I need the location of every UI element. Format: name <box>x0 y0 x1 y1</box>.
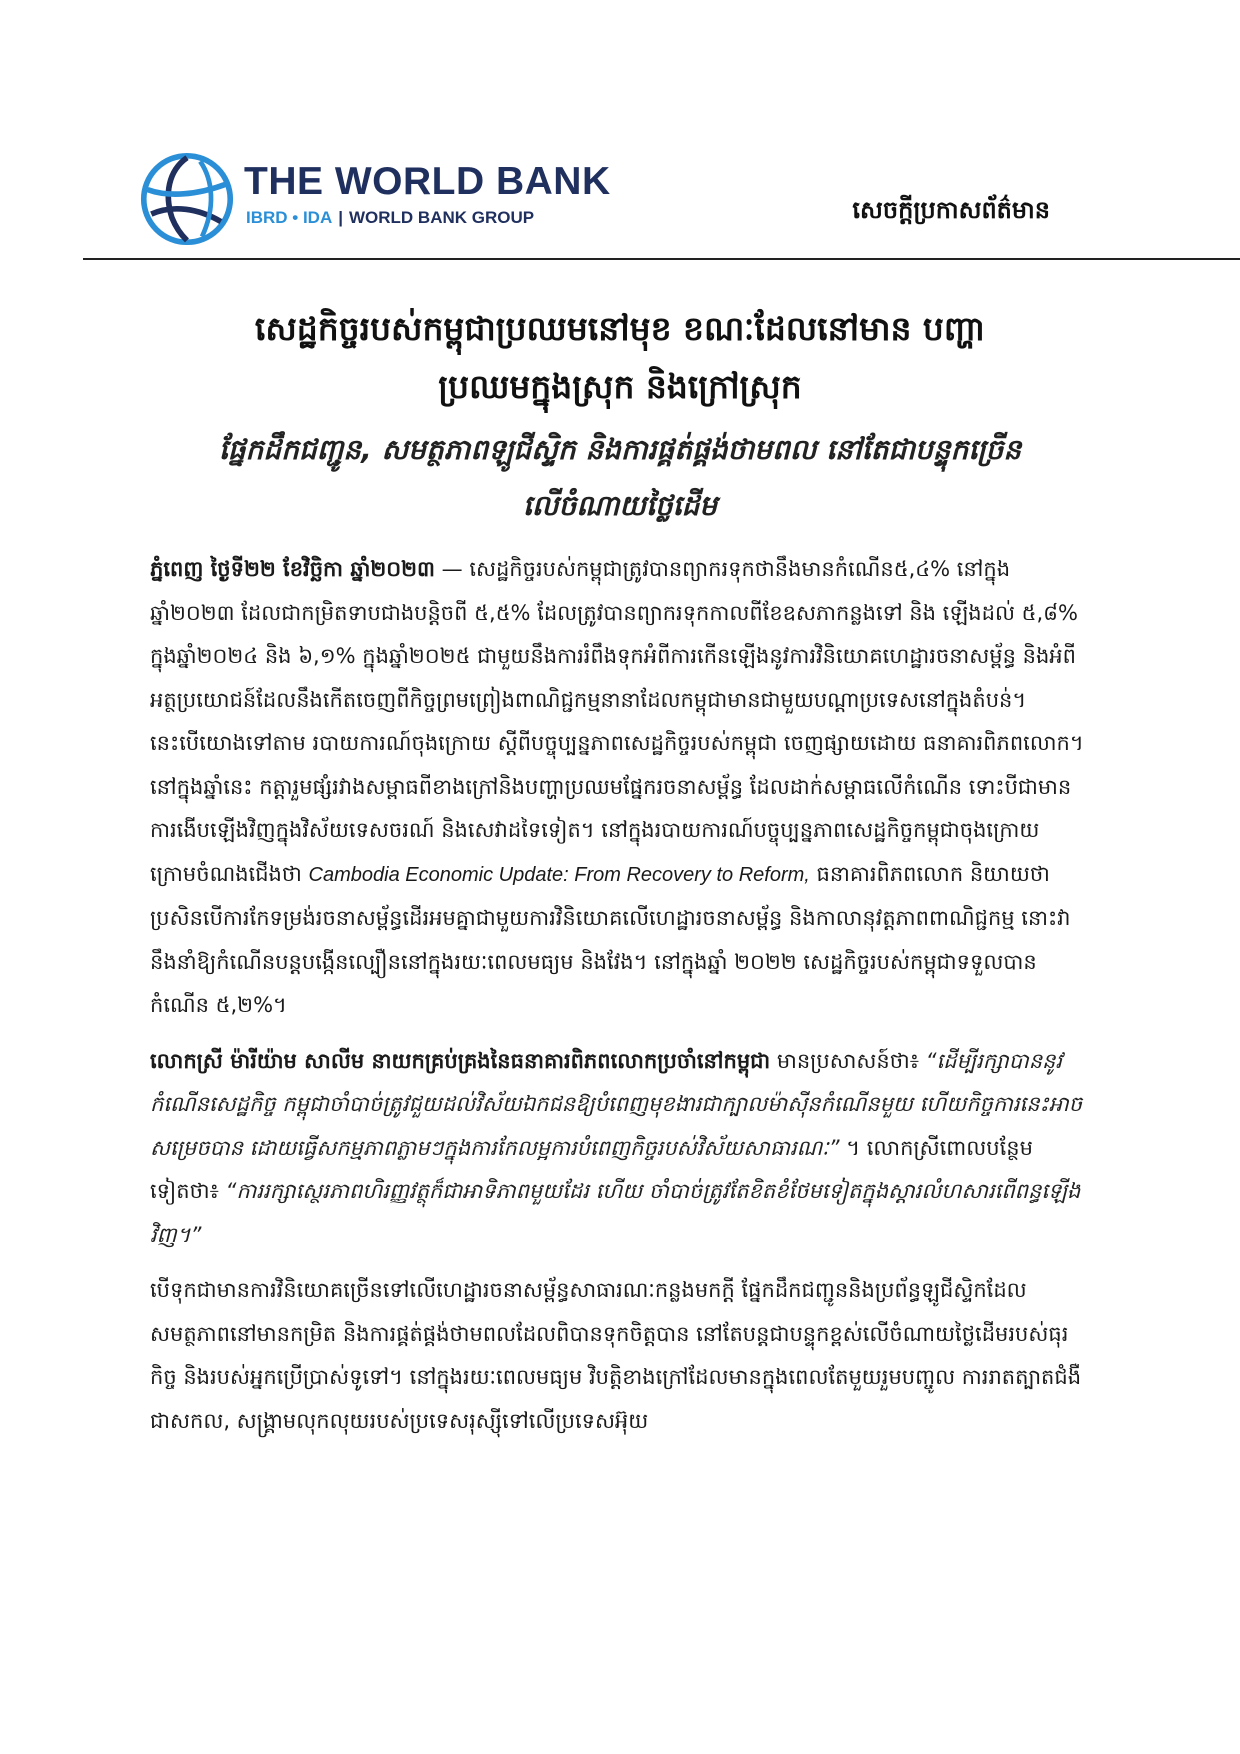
report-title: Cambodia Economic Update: From Recovery to Reform, <box>308 863 810 886</box>
headline-block <box>140 300 1100 534</box>
subheadline-line-1: ផ្នែកដឹកជញ្ជូន, សមត្ថភាពឡូជីស្ទិក និងការផ្គត់ផ្គង់ថាមពល នៅតែជាបន្ទុកច្រើន <box>218 433 1022 466</box>
quote-1: “ដើម្បីរក្សាបាននូវកំណើនសេដ្ឋកិច្ច កម្ពុជាចាំបាច់ត្រូវជួយដល់វិស័យឯកជនឱ្យបំពេញមុខងារជាក្បាលម៉ាស៊ីនកំណើនមួយ ហើយកិច្ចការនេះអាចសម្រេចបាន ដោយធ្វើសកម្មភាពភ្លាមៗក្នុងការកែលម្អការបំពេញកិច្ចរបស់វិស័យសាធារណៈ” <box>150 1048 1083 1160</box>
header-divider <box>83 258 1240 260</box>
logo-separator: | <box>338 208 343 227</box>
speaker-said: មានប្រសាសន៍ថា៖ <box>770 1048 926 1073</box>
world-bank-logo <box>140 152 620 252</box>
quote-2: “ការរក្សាស្ថេរភាពហិរញ្ញវត្ថុក៏ជាអាទិភាពមួយដែរ ហើយ ចាំបាច់ត្រូវតែខិតខំថែមទៀតក្នុងស្តារលំហសារពើពន្ធឡើងវិញ។” <box>150 1179 1081 1247</box>
logo-subtitle <box>246 208 534 228</box>
article-body <box>150 548 1090 1455</box>
paragraph-3: បើទុកជាមានការវិនិយោគច្រើនទៅលើហេដ្ឋារចនាសម្ព័ន្ធសាធារណៈកន្លងមកក្តី ផ្នែកដឹកជញ្ជូននិងប្រព័ន្ធឡូជីស្ទិកដែលសមត្ថភាពនៅមានកម្រិត និងការផ្គត់ផ្គង់ថាមពលដែលពិបានទុកចិត្តបាន នៅតែបន្តជាបន្ទុកខ្ពស់លើចំណាយថ្លៃដើមរបស់ធុរកិច្ច និងរបស់អ្នកប្រើប្រាស់ទូទៅ។ នៅក្នុងរយៈពេលមធ្យម វិបត្តិខាងក្រៅដែលមានក្នុងពេលតែមួយរួមបញ្ចូល ការរាតត្បាតជំងឺជាសកល, សង្គ្រាមលុកលុយរបស់ប្រទេសរុស្ស៊ីទៅលើប្រទេសអ៊ុយ <box>150 1278 1082 1433</box>
page-header <box>0 0 1240 262</box>
speaker-continued: ។ លោកស្រីពោលបន្ថែមទៀតថា៖ <box>150 1135 1033 1203</box>
headline <box>140 300 1100 416</box>
subheadline-line-2: លើចំណាយថ្លៃដើម <box>522 489 718 522</box>
headline-line-2: ប្រឈមក្នុងស្រុក និងក្រៅស្រុក <box>438 367 802 406</box>
headline-line-1: សេដ្ឋកិច្ចរបស់កម្ពុជាប្រឈមនៅមុខ ខណៈដែលនៅមាន បញ្ហា <box>254 309 986 348</box>
press-release-label: សេចក្តីប្រកាសព័ត៌មាន <box>852 196 1050 224</box>
paragraph-2 <box>150 1040 1090 1258</box>
paragraph-1-text-a: សេដ្ឋកិច្ចរបស់កម្ពុជាត្រូវបានព្យាករទុកថានឹងមានកំណើន៥,៤% នៅក្នុងឆ្នាំ២០២៣ ដែលជាកម្រិតទាបជាងបន្តិចពី ៥,៥% ដែលត្រូវបានព្យាករទុកកាលពីខែឧសភាកន្លងទៅ និង ឡើងដល់ ៥,៨% ក្នុងឆ្នាំ២០២៤ និង ៦,១% ក្នុងឆ្នាំ២០២៥ ជាមួយនឹងការរំពឹងទុកអំពីការកើនឡើងនូវការវិនិយោគហេដ្ឋារចនាសម្ព័ន្ធ និងអំពីអត្ថប្រយោជន៍ដែលនឹងកើតចេញពីកិច្ចព្រមព្រៀងពាណិជ្ជកម្មនានាដែលកម្ពុជាមានជាមួយបណ្ដាប្រទេសនៅក្នុងតំបន់។ នេះបើយោងទៅតាម របាយការណ៍ចុងក្រោយ ស្តីពីបច្ចុប្បន្នភាពសេដ្ឋកិច្ចរបស់កម្ពុជា ចេញផ្សាយដោយ ធនាគារពិភពលោក។ នៅក្នុងឆ្នាំនេះ កត្តារួមផ្សំរវាងសម្ពាធពីខាងក្រៅនិងបញ្ហាប្រឈមផ្នែករចនាសម្ព័ន្ធ ដែលដាក់សម្ពាធលើកំណើន ទោះបីជាមានការងើបឡើងវិញក្នុងវិស័យទេសចរណ៍ និងសេវាដទៃទៀត។ នៅក្នុងរបាយការណ៍បច្ចុប្បន្នភាពសេដ្ឋកិច្ចកម្ពុជាចុងក្រោយ ក្រោមចំណងជើងថា <box>150 557 1084 886</box>
dateline-dash: — <box>434 557 470 581</box>
dateline: ភ្នំពេញ ថ្ងៃទី២២ ខែវិច្ឆិកា ឆ្នាំ២០២៣ <box>150 557 435 581</box>
paragraph-1-text-b: ធនាគារពិភពលោក និយាយថា ប្រសិនបើការកែទម្រង់រចនាសម្ព័ន្ធដើរអមគ្នាជាមួយការវិនិយោគលើហេដ្ឋារចនាសម្ព័ន្ធ និងកាលានុវត្តភាពពាណិជ្ជកម្ម នោះវានឹងនាំឱ្យកំណើនបន្តបង្កើនល្បឿននៅក្នុងរយៈពេលមធ្យម និងវែង។ នៅក្នុងឆ្នាំ ២០២២ សេដ្ឋកិច្ចរបស់កម្ពុជាទទួលបានកំណើន ៥,២%។ <box>150 861 1071 1017</box>
logo-ibrd-ida: IBRD • IDA <box>246 208 333 227</box>
speaker-name: លោកស្រី ម៉ារីយ៉ាម សាលីម នាយកគ្រប់គ្រងនៃធនាគារពិភពលោកប្រចាំនៅកម្ពុជា <box>150 1048 771 1073</box>
subheadline <box>140 422 1100 534</box>
logo-world-bank-group: WORLD BANK GROUP <box>349 208 535 227</box>
paragraph-1 <box>150 548 1090 1028</box>
globe-icon <box>140 152 234 246</box>
logo-title: THE WORLD BANK <box>244 160 611 203</box>
